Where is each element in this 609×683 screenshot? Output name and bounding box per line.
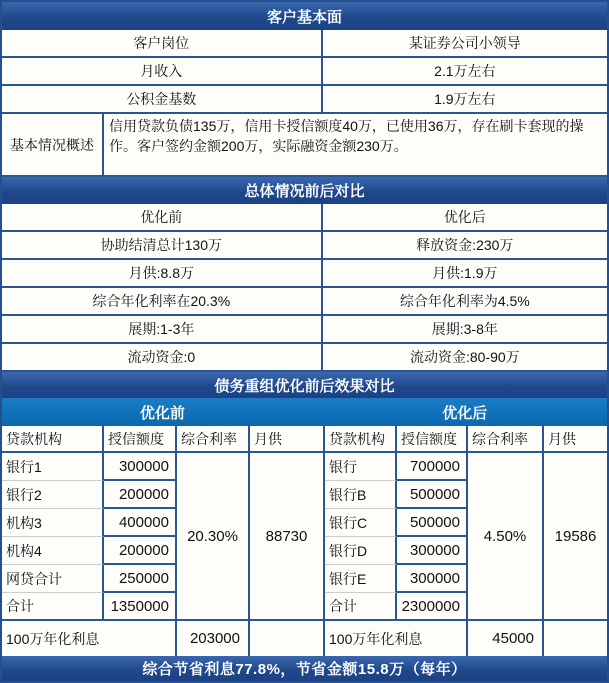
row-value: 1.9万左右 (434, 91, 496, 107)
row-label: 月收入 (2, 58, 323, 84)
row-value: 某证券公司小领导 (408, 35, 521, 51)
detail-section-title: 债务重组优化前后效果对比 (214, 377, 395, 395)
empty-cell (544, 621, 607, 656)
credit-amount-cell: 300000 (397, 565, 468, 593)
lender-name-cell: 银行B (325, 481, 397, 509)
combined-rate-cell: 20.30% (177, 453, 250, 621)
after-cell: 展期:3-8年 (431, 321, 498, 337)
lender-name-cell: 银行D (325, 537, 397, 565)
before-table (2, 426, 323, 656)
after-band-label: 优化后 (442, 404, 488, 422)
before-cell: 协助结清总计130万 (2, 232, 323, 258)
total-label-cell: 合计 (2, 593, 104, 621)
col-header-monthly: 月供 (250, 426, 323, 453)
credit-amount-cell: 500000 (397, 509, 468, 537)
overview-label: 基本情况概述 (2, 114, 104, 175)
overall-row-liquidity (2, 344, 607, 372)
before-cell: 综合年化利率在20.3% (2, 288, 323, 314)
interest-value-cell: 203000 (177, 621, 250, 656)
overview-text: 信用贷款负债135万，信用卡授信额度40万，已使用36万，存在刷卡套现的操作。客户签约金额200万，实际融资金额230万。 (109, 118, 584, 154)
after-cell: 月供:1.9万 (432, 265, 498, 281)
col-header-credit: 授信额度 (397, 426, 468, 453)
credit-amount-cell: 700000 (397, 453, 468, 481)
col-header-monthly: 月供 (544, 426, 607, 453)
empty-cell (250, 621, 323, 656)
credit-amount-cell: 500000 (397, 481, 468, 509)
overall-row-header (2, 204, 607, 232)
after-cell: 综合年化利率为4.5% (399, 293, 530, 309)
lender-name-cell: 网贷合计 (2, 565, 104, 593)
credit-amount-cell: 200000 (104, 537, 177, 565)
basic-section-header (2, 2, 607, 30)
row-label: 公积金基数 (2, 86, 323, 112)
total-amount-cell: 1350000 (104, 593, 177, 621)
after-cell: 流动资金:80-90万 (409, 349, 520, 365)
total-amount-cell: 2300000 (397, 593, 468, 621)
lender-name-cell: 机构3 (2, 509, 104, 537)
before-cell: 流动资金:0 (2, 344, 323, 370)
lender-name-cell: 银行E (325, 565, 397, 593)
overall-row-term (2, 316, 607, 344)
overall-section-header (2, 177, 607, 204)
overall-row-monthly (2, 260, 607, 288)
col-header-rate: 综合利率 (468, 426, 544, 453)
lender-name-cell: 银行2 (2, 481, 104, 509)
credit-amount-cell: 300000 (104, 453, 177, 481)
row-label: 客户岗位 (2, 30, 323, 56)
overall-section-title: 总体情况前后对比 (244, 183, 365, 200)
col-header-rate: 综合利率 (177, 426, 250, 453)
credit-amount-cell: 200000 (104, 481, 177, 509)
interest-row-label: 100万年化利息 (325, 621, 468, 656)
combined-rate-cell: 4.50% (468, 453, 544, 621)
lender-name-cell: 银行C (325, 509, 397, 537)
after-table (323, 426, 607, 656)
lender-name-cell: 银行1 (2, 453, 104, 481)
lender-name-cell: 机构4 (2, 537, 104, 565)
after-cell: 释放资金:230万 (416, 237, 514, 253)
credit-amount-cell: 400000 (104, 509, 177, 537)
monthly-payment-cell: 88730 (250, 453, 323, 621)
savings-summary-footer: 综合节省利息77.8%，节省金额15.8万（每年） (2, 656, 607, 681)
basic-row-fund-base (2, 86, 607, 114)
col-header-lender: 贷款机构 (325, 426, 397, 453)
comparison-tables (2, 426, 607, 656)
overall-row-settlement (2, 232, 607, 260)
credit-amount-cell: 300000 (397, 537, 468, 565)
basic-overview-row (2, 114, 607, 177)
credit-amount-cell: 250000 (104, 565, 177, 593)
overall-row-rate (2, 288, 607, 316)
detail-before-after-band (2, 398, 607, 426)
basic-row-position (2, 30, 607, 58)
before-cell: 月供:8.8万 (2, 260, 323, 286)
after-cell: 优化后 (443, 209, 486, 225)
detail-section-header (2, 372, 607, 398)
before-cell: 展期:1-3年 (2, 316, 323, 342)
before-cell: 优化前 (2, 204, 323, 230)
interest-row-label: 100万年化利息 (2, 621, 177, 656)
row-value: 2.1万左右 (434, 63, 496, 79)
col-header-credit: 授信额度 (104, 426, 177, 453)
interest-value-cell: 45000 (468, 621, 544, 656)
basic-row-income (2, 58, 607, 86)
lender-name-cell: 银行 (325, 453, 397, 481)
monthly-payment-cell: 19586 (544, 453, 607, 621)
before-band-label: 优化前 (139, 404, 185, 422)
total-label-cell: 合计 (325, 593, 397, 621)
basic-section-title: 客户基本面 (266, 8, 342, 26)
col-header-lender: 贷款机构 (2, 426, 104, 453)
